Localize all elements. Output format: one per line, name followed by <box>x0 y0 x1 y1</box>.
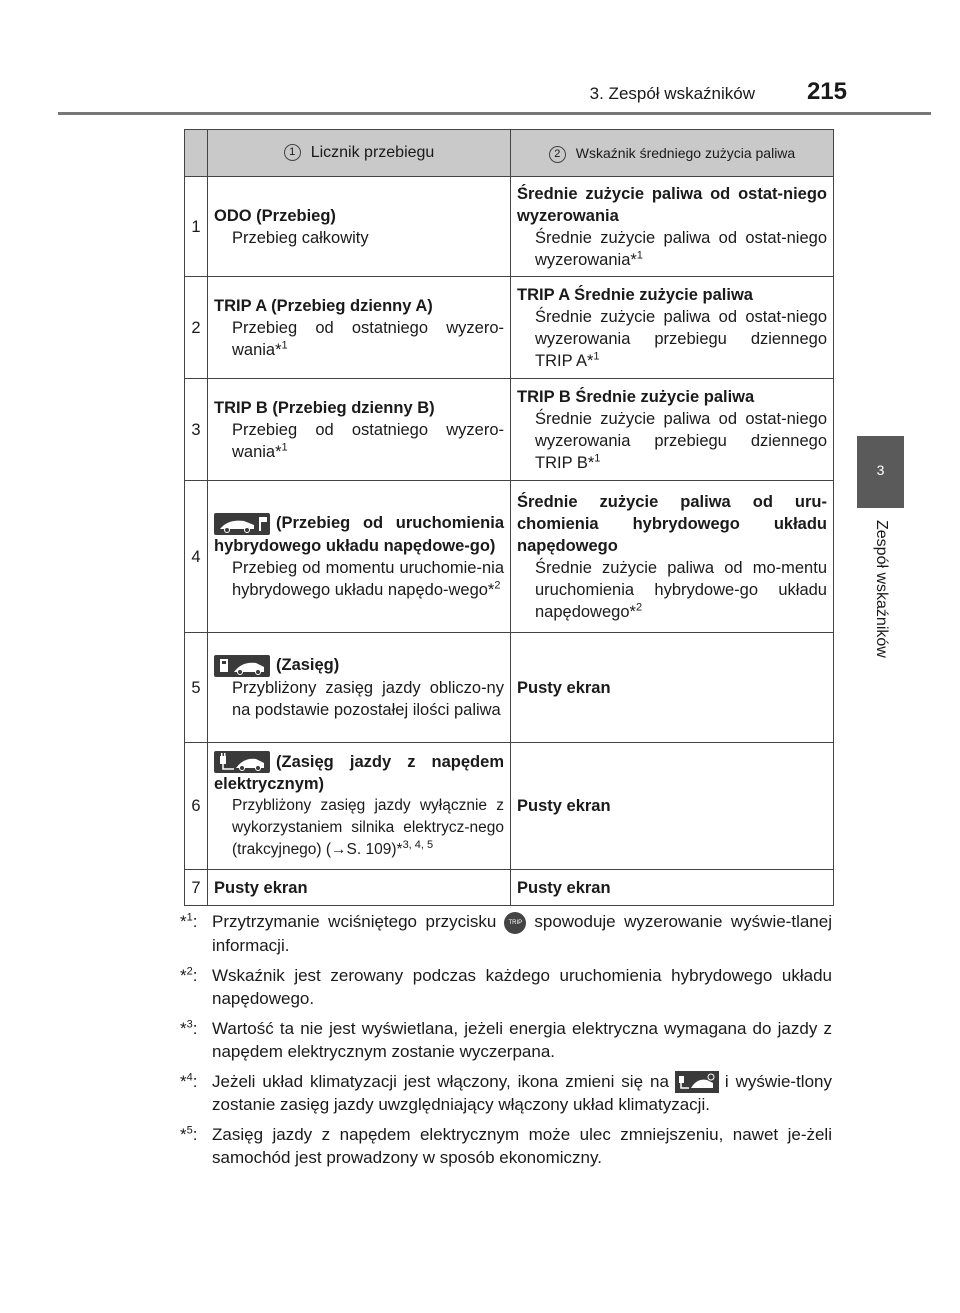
ev-range-icon <box>214 751 270 773</box>
row-number: 1 <box>185 177 208 277</box>
footnote: *$^3$: Wartość ta nie jest wyświetlana, jeżeli energia elektryczna wymagana do jazdy z napędem elektrycznym zostanie wyczerpana. <box>180 1017 832 1061</box>
header-rule <box>58 112 931 115</box>
row-desc: Przebieg od momentu uruchomie-nia hybrydowego układu napędo-wego*$^2$ <box>232 558 504 599</box>
row-desc: Przybliżony zasięg jazdy obliczo-ny na podstawie pozostałej ilości paliwa <box>232 678 504 719</box>
table-row <box>185 633 834 743</box>
row-desc: Średnie zużycie paliwa od ostat-niego wyzerowania przebiegu dziennego TRIP A*$^1$ <box>535 307 827 370</box>
trip-button-icon: TRIP <box>504 912 526 934</box>
row-desc: Średnie zużycie paliwa od ostat-niego wyzerowania przebiegu dziennego TRIP B*$^1$ <box>535 409 827 472</box>
footnote: *$^1$: Przytrzymanie wciśniętego przycisku TRIP spowoduje wyzerowanie wyświe-tlanej informacji. <box>180 911 832 955</box>
table-row <box>185 481 834 633</box>
table-row <box>185 177 834 277</box>
row-col2 <box>511 177 834 277</box>
table-row <box>185 870 834 906</box>
row-number: 5 <box>185 633 208 743</box>
row-title: Pusty ekran <box>517 797 611 815</box>
page-header <box>555 80 865 110</box>
row-col2 <box>511 379 834 481</box>
circle-number: 2 <box>549 146 566 163</box>
row-title: Pusty ekran <box>214 878 308 897</box>
footnote: *$^4$: Jeżeli układ klimatyzacji jest włączony, ikona zmieni się na i wyświe-tlony zostanie zasięg jazdy uwzględniający włączony układ klimatyzacji. <box>180 1070 832 1115</box>
footnote-mark: *$^1$: <box>180 911 198 931</box>
row-title: (Zasięg) <box>214 654 504 677</box>
row-col2 <box>511 481 834 633</box>
footnote: *$^2$: Wskaźnik jest zerowany podczas każdego uruchomienia hybrydowego układu napędowego. <box>180 964 832 1008</box>
row-col1 <box>208 481 511 633</box>
row-title: TRIP A (Przebieg dzienny A) <box>214 296 433 315</box>
row-title: TRIP B (Przebieg dzienny B) <box>214 398 435 417</box>
row-col1 <box>208 743 511 870</box>
footnote: *$^5$: Zasięg jazdy z napędem elektrycznym może ulec zmniejszeniu, nawet je-żeli samochód jest prowadzony w sposób ekonomiczny. <box>180 1124 832 1168</box>
circle-number: 1 <box>284 144 301 161</box>
row-title: (Przebieg od uruchomienia hybrydowego układu napędowe-go) <box>214 514 504 555</box>
row-desc: Średnie zużycie paliwa od mo-mentu uruchomienia hybrydowe-go układu napędowego*$^2$ <box>535 558 827 621</box>
row-number: 4 <box>185 481 208 633</box>
row-title: Pusty ekran <box>517 878 611 897</box>
table-row <box>185 379 834 481</box>
row-title: Średnie zużycie paliwa od uru-chomienia hybrydowego układu napędowego <box>517 492 827 555</box>
row-number: 7 <box>185 870 208 906</box>
header-col1 <box>208 130 511 177</box>
footnotes <box>180 910 832 1176</box>
row-title: (Zasięg jazdy z napędem elektrycznym) <box>214 752 504 794</box>
table-header-row <box>185 130 834 177</box>
row-col1 <box>208 870 511 906</box>
row-number: 6 <box>185 743 208 870</box>
footnote-mark: *$^5$: <box>180 1124 198 1145</box>
row-col2 <box>511 743 834 870</box>
row-desc: Przebieg od ostatniego wyzero-wania*$^1$ <box>232 318 504 359</box>
page-number: 215 <box>806 78 847 105</box>
row-col2 <box>511 277 834 379</box>
header-empty-cell <box>185 130 208 177</box>
row-number: 3 <box>185 379 208 481</box>
row-title: Średnie zużycie paliwa od ostat-niego wyzerowania <box>517 184 827 225</box>
row-desc: Przybliżony zasięg jazdy wyłącznie z wykorzystaniem silnika elektrycz-nego (trakcyjnego) (→S. 109)*$^{3, 4, 5}$ <box>232 797 504 859</box>
chapter-label: Zespół wskaźników <box>873 520 890 658</box>
row-title: ODO (Przebieg) <box>214 206 336 225</box>
section-title: 3. Zespół wskaźników <box>589 84 755 103</box>
row-col1 <box>208 177 511 277</box>
fuel-range-icon <box>214 655 270 677</box>
col1-header-label: Licznik przebiegu <box>310 144 435 161</box>
row-col1 <box>208 379 511 481</box>
table-row <box>185 277 834 379</box>
hybrid-trip-icon <box>214 513 270 535</box>
row-col1 <box>208 633 511 743</box>
footnote-mark: *$^4$: <box>180 1070 198 1091</box>
col2-header-label: Wskaźnik średniego zużycia paliwa <box>575 145 796 161</box>
chapter-tab: 3 <box>857 436 904 508</box>
row-desc: Przebieg całkowity <box>232 228 369 247</box>
ev-range-ac-icon <box>675 1071 719 1093</box>
row-col2 <box>511 633 834 743</box>
footnote-mark: *$^2$: <box>180 964 198 985</box>
display-table <box>184 129 834 906</box>
row-desc: Średnie zużycie paliwa od ostat-niego wyzerowania*$^1$ <box>535 228 827 269</box>
footnote-mark: *$^3$: <box>180 1017 198 1038</box>
header-col2 <box>511 130 834 177</box>
row-title: Pusty ekran <box>517 678 611 697</box>
row-title: TRIP A Średnie zużycie paliwa <box>517 285 753 304</box>
table-row <box>185 743 834 870</box>
row-title: TRIP B Średnie zużycie paliwa <box>517 387 755 406</box>
row-col2 <box>511 870 834 906</box>
row-desc: Przebieg od ostatniego wyzero-wania*$^1$ <box>232 420 504 461</box>
row-number: 2 <box>185 277 208 379</box>
row-col1 <box>208 277 511 379</box>
